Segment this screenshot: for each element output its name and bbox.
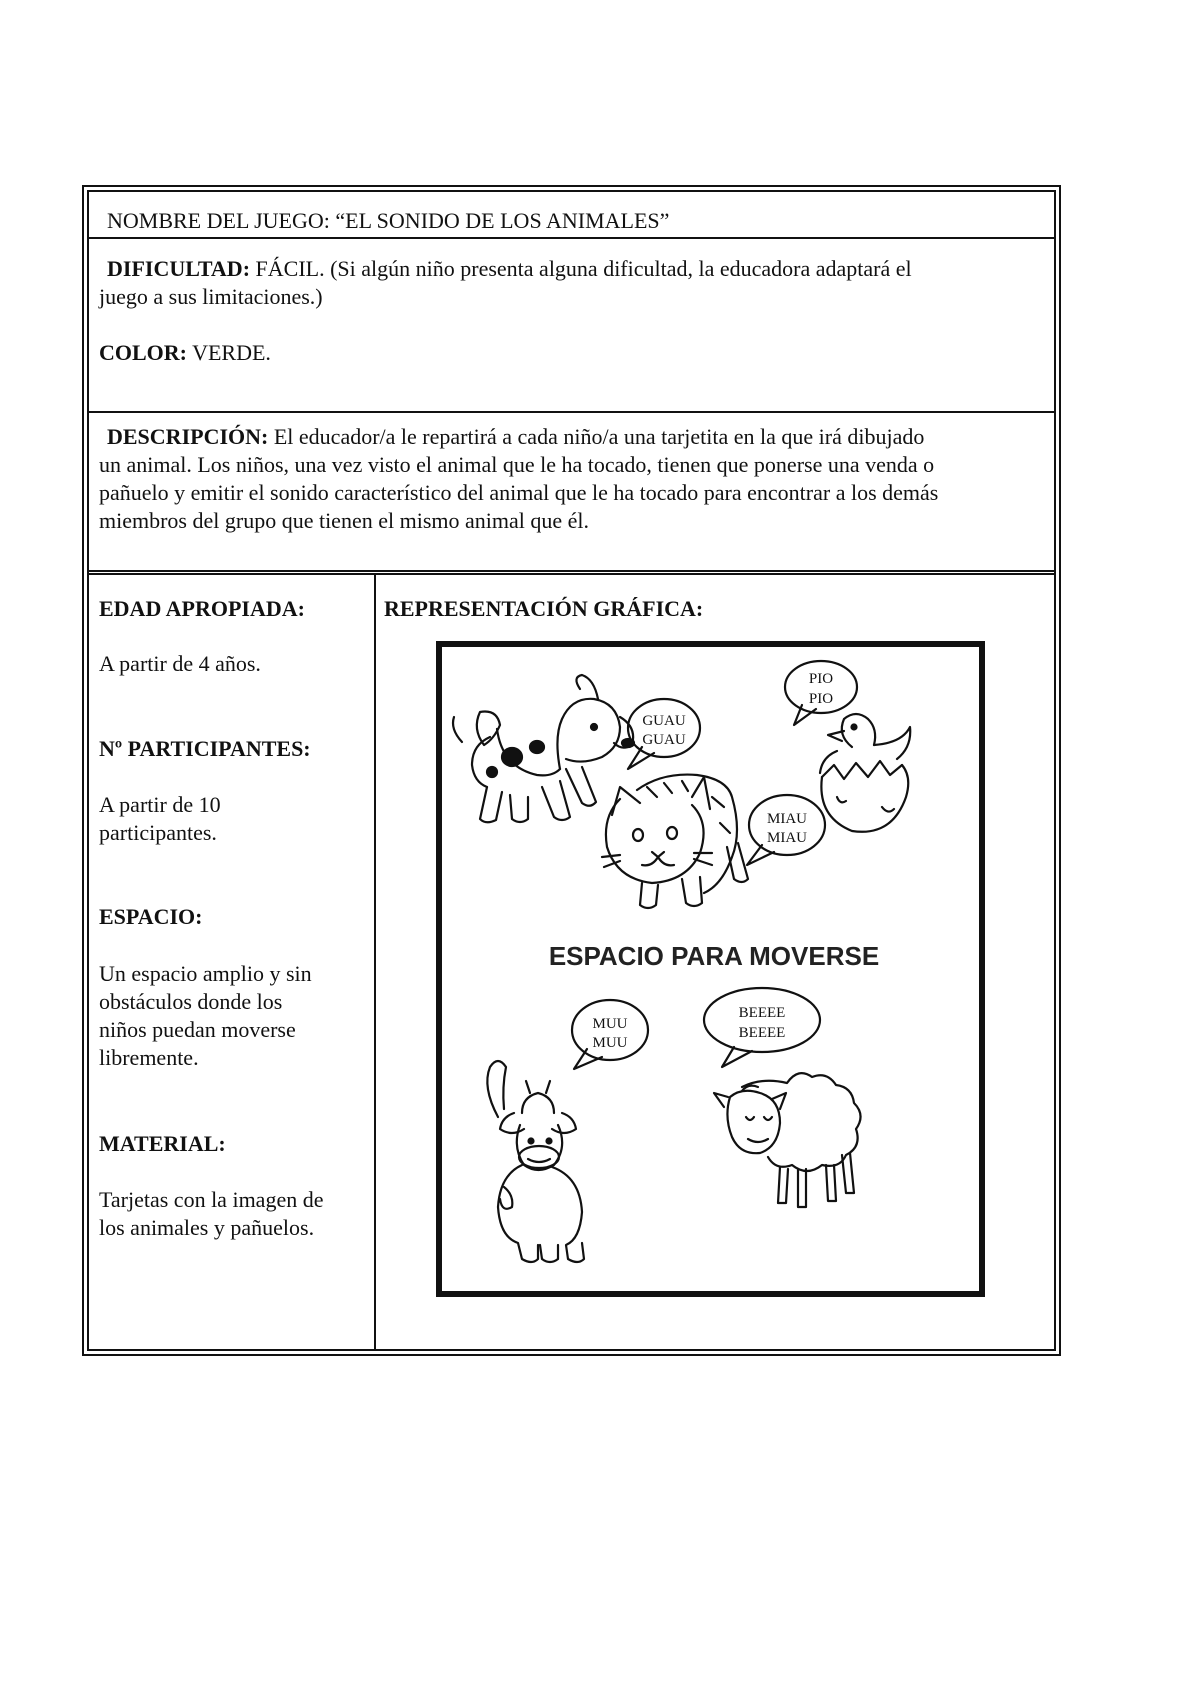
- description-row: [89, 413, 1054, 575]
- cow-illustration: [487, 1061, 584, 1262]
- color-label: COLOR:: [99, 340, 187, 365]
- participants-value-2: participantes.: [99, 820, 217, 845]
- description-text-3: pañuelo y emitir el sonido característico del animal que le ha tocado para encontrar a los demás: [99, 480, 939, 505]
- sheep-illustration: [714, 1073, 861, 1207]
- chick-illustration: [820, 714, 910, 832]
- space-label: ESPACIO:: [99, 904, 203, 929]
- age-label: EDAD APROPIADA:: [99, 596, 305, 621]
- description-line1: [107, 423, 924, 451]
- difficulty-row: [89, 239, 1054, 413]
- game-name-row: [89, 192, 1054, 239]
- space-caption: ESPACIO PARA MOVERSE: [548, 941, 880, 971]
- chick-sound-2: PIO: [808, 691, 834, 707]
- space-value-3: niños puedan moverse: [99, 1017, 296, 1042]
- difficulty-text: FÁCIL. (Si algún niño presenta alguna dificultad, la educadora adaptará el: [255, 256, 912, 281]
- cow-sound-2: MUU: [592, 1035, 628, 1051]
- material-label: MATERIAL:: [99, 1131, 226, 1156]
- material-value-1: Tarjetas con la imagen de: [99, 1187, 324, 1212]
- sheep-sound-2: BEEEE: [738, 1025, 786, 1041]
- space-value-4: libremente.: [99, 1045, 199, 1070]
- description-text-1: El educador/a le repartirá a cada niño/a una tarjetita en la que irá dibujado: [273, 424, 925, 449]
- participants-value-1: A partir de 10: [99, 792, 221, 817]
- color-line: [99, 339, 271, 367]
- chick-sound-1: PIO: [808, 671, 834, 687]
- animals-illustration: [442, 647, 979, 1291]
- color-value: VERDE.: [192, 340, 271, 365]
- participants-label: Nº PARTICIPANTES:: [99, 736, 311, 761]
- dog-sound-2: GUAU: [642, 732, 686, 748]
- dog-illustration: [453, 675, 634, 822]
- game-name-line: [107, 207, 669, 235]
- description-text-2: un animal. Los niños, una vez visto el animal que le ha tocado, tienen que ponerse una venda o: [99, 452, 935, 477]
- cat-sound-2: MIAU: [767, 830, 807, 846]
- graphic-label: REPRESENTACIÓN GRÁFICA:: [384, 596, 704, 621]
- difficulty-line2: juego a sus limitaciones.): [99, 284, 323, 309]
- cat-illustration: [602, 775, 748, 908]
- material-value-2: los animales y pañuelos.: [99, 1215, 315, 1240]
- description-label: DESCRIPCIÓN:: [107, 424, 269, 449]
- details-left-column: [89, 575, 376, 1349]
- difficulty-line1: [107, 255, 912, 283]
- space-value-2: obstáculos donde los: [99, 989, 283, 1014]
- space-value-1: Un espacio amplio y sin: [99, 961, 312, 986]
- graphic-representation: [436, 641, 985, 1297]
- sheep-sound-1: BEEEE: [738, 1005, 786, 1021]
- age-value: A partir de 4 años.: [99, 651, 261, 676]
- dog-sound-1: GUAU: [642, 713, 686, 729]
- game-name-label: NOMBRE DEL JUEGO:: [107, 208, 330, 233]
- game-name: “EL SONIDO DE LOS ANIMALES”: [335, 208, 670, 233]
- cow-sound-1: MUU: [592, 1016, 628, 1032]
- description-text-4: miembros del grupo que tienen el mismo animal que él.: [99, 508, 589, 533]
- difficulty-label: DIFICULTAD:: [107, 256, 251, 281]
- cat-sound-1: MIAU: [767, 811, 807, 827]
